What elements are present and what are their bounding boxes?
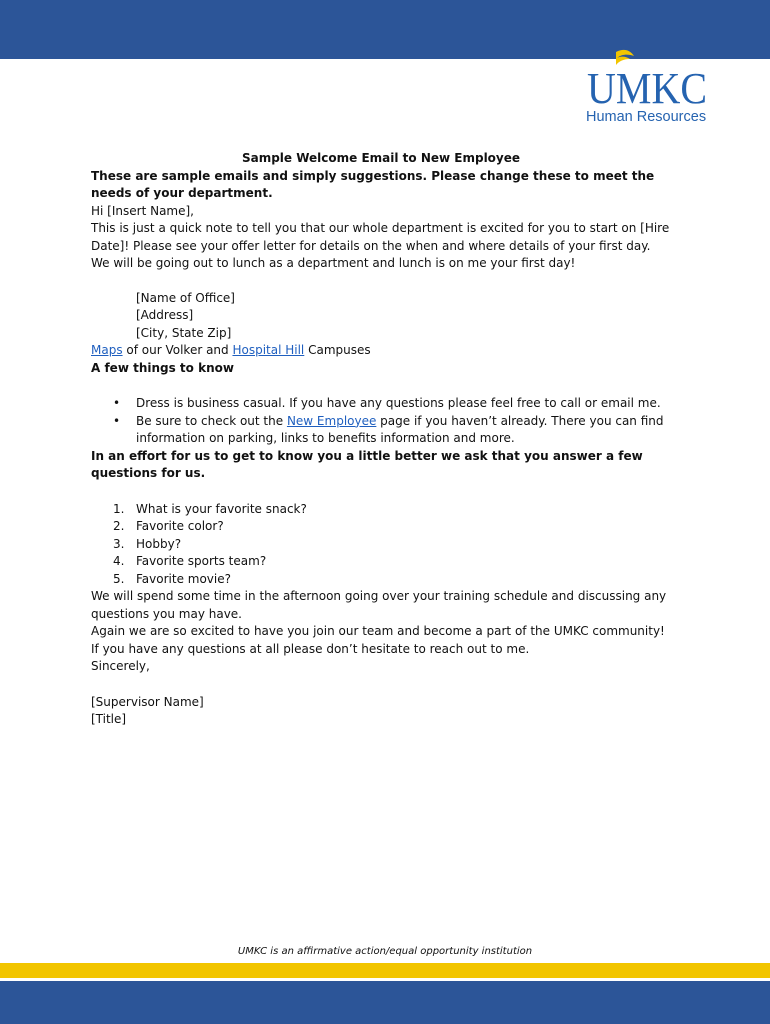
letter-body [91,150,671,729]
umkc-wordmark [586,46,712,108]
question-text: Favorite movie? [136,571,231,586]
things-heading: A few things to know [91,360,234,375]
paragraph-welcome: This is just a quick note to tell you that our whole department is excited for you to start on [Hire Date]! Please see your offer letter for details on the when and where details of your first day. We will be going out to lunch as a department and lunch is on me your first day! [91,221,670,270]
question-item [91,536,671,554]
maps-line-text: of our Volker and [122,343,233,357]
gold-band [0,963,770,978]
question-number: 1. [113,501,125,516]
paragraph-excited: Again we are so excited to have you join our team and become a part of the UMKC community! If you have any questions at all please don’t hesitate to reach out to me. [91,624,665,656]
questions-heading: In an effort for us to get to know you a little better we ask that you answer a few questions for us. [91,448,643,480]
address-line-office: [Name of Office] [136,290,235,305]
question-text: Favorite sports team? [136,554,267,568]
document-title: Sample Welcome Email to New Employee [241,151,521,165]
list-item [91,413,671,448]
question-number: 5. [113,571,125,586]
address-line-city: [City, State Zip] [136,325,232,340]
maps-link[interactable]: Maps [91,343,123,357]
svg-text:UMKC: UMKC [587,64,707,108]
list-item-text-post: page if you haven’t already. There you can find information on parking, links to benefits information and more. [136,413,664,445]
signature-block [91,694,671,729]
flame-ribbon-icon [616,50,634,65]
question-item [91,518,671,536]
question-item [91,553,671,571]
bullet-icon: • [113,396,121,410]
supervisor-name: [Supervisor Name] [91,694,204,709]
list-item [91,395,671,413]
new-employee-link[interactable]: New Employee [286,413,377,428]
question-text: Favorite color? [136,519,224,533]
closing: Sincerely, [91,659,150,673]
paragraph-schedule: We will spend some time in the afternoon going over your training schedule and discussing any questions you may have. [91,589,667,621]
intro-note: These are sample emails and simply suggestions. Please change these to meet the needs of your department. [91,168,655,200]
supervisor-title: [Title] [91,712,127,726]
address-block [136,290,671,343]
things-list [91,395,671,448]
footer-note: UMKC is an affirmative action/equal opportunity institution [237,946,533,957]
question-text: What is your favorite snack? [136,501,307,516]
question-text: Hobby? [136,536,182,551]
list-item-text-pre: Be sure to check out the [136,413,287,428]
questions-list [91,501,671,589]
footer-band [0,981,770,1024]
maps-line [91,342,671,360]
list-item-text: Dress is business casual. If you have any questions please feel free to call or email me. [136,396,661,410]
question-number: 4. [113,554,125,568]
greeting: Hi [Insert Name], [91,203,194,218]
bullet-icon: • [113,413,121,428]
umkc-logo [586,46,712,128]
question-number: 2. [113,519,125,533]
question-item [91,571,671,589]
logo-subtitle: Human Resources [586,109,707,125]
address-line-street: [Address] [136,308,194,322]
question-number: 3. [113,536,125,551]
hospital-hill-link[interactable]: Hospital Hill [232,343,305,357]
maps-line-end: Campuses [304,343,371,357]
question-item [91,501,671,519]
